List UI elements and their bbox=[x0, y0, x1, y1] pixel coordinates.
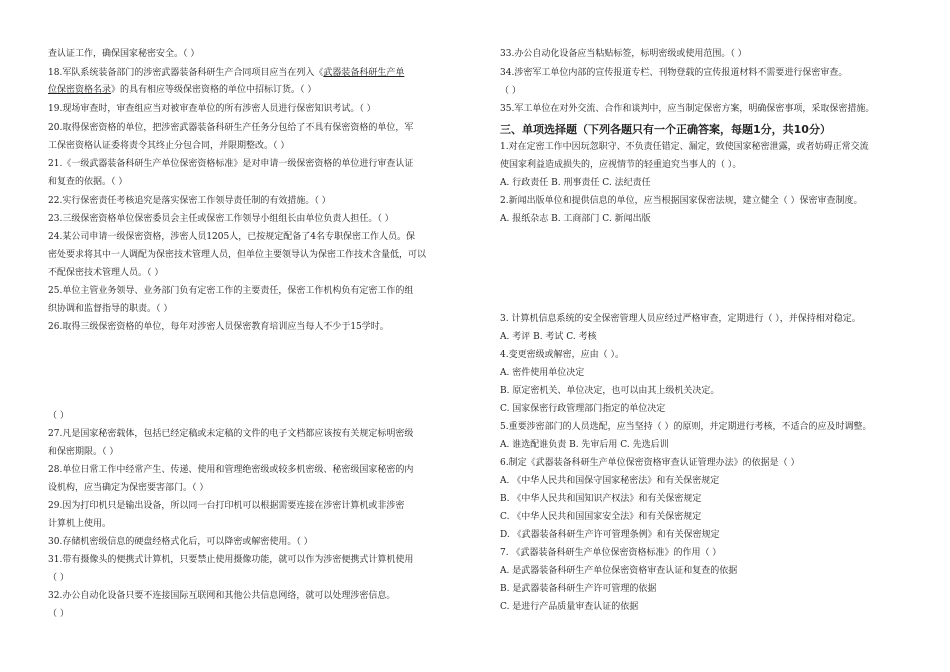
mc-question-2: 2.新闻出版单位和提供信息的单位，应当根据国家保密法规，建立健全（ ）保密审查制度。 bbox=[500, 196, 863, 206]
question-18-cont bbox=[48, 82, 478, 98]
mc-option: A. 《中华人民共和国保守国家秘密法》和有关保密规定 bbox=[500, 476, 720, 486]
underlined-title: 位保密资格名录 bbox=[48, 85, 112, 95]
mc-option: D. 《武器装备科研生产许可管理条例》和有关保密规定 bbox=[500, 530, 720, 540]
question-20-cont: 工保密资格认证委将责令其终止分包合同，并限期整改。（ ） bbox=[48, 141, 290, 151]
mc-option: A. 是武器装备科研生产单位保密资格审查认证和复查的依据 bbox=[500, 566, 738, 576]
question-22: 22.实行保密责任考核追究是落实保密工作领导责任制的有效措施。（ ） bbox=[48, 196, 331, 206]
mc-option: A. 密件使用单位决定 bbox=[500, 368, 585, 378]
question-21: 21.《一级武器装备科研生产单位保密资格标准》是对申请一级保密资格的单位进行审查认证 bbox=[48, 159, 414, 169]
question-32: 32.办公自动化设备只要不连接国际互联网和其他公共信息网络，就可以处理涉密信息。 bbox=[48, 591, 396, 601]
question-19: 19.现场审查时，审查组应当对被审查单位的所有涉密人员进行保密知识考试。（ ） bbox=[48, 104, 376, 114]
question-27-cont: 和保密期限。（ ） bbox=[48, 447, 119, 457]
mc-option: B. 《中华人民共和国知识产权法》和有关保密规定 bbox=[500, 494, 702, 504]
question-29-cont: 计算机上使用。 bbox=[48, 519, 112, 529]
mc-option: C. 是进行产品质量审查认证的依据 bbox=[500, 602, 639, 612]
answer-blank: （ ） bbox=[500, 86, 521, 96]
question-23: 23.三级保密资格单位保密委员会主任或保密工作领导小组组长由单位负责人担任。（ ） bbox=[48, 214, 394, 224]
mc-options-1: A. 行政责任 B. 刑事责任 C. 法纪责任 bbox=[500, 178, 651, 188]
mc-question-6: 6.制定《武器装备科研生产单位保密资格审查认证管理办法》的依据是（ ） bbox=[500, 458, 800, 468]
question-18-text: 》的具有相应等级保密资格的单位中招标订货。（ ） bbox=[111, 85, 317, 95]
mc-option: C. 国家保密行政管理部门指定的单位决定 bbox=[500, 404, 666, 414]
mc-question-7: 7. 《武器装备科研生产单位保密资格标准》的作用（ ） bbox=[500, 548, 722, 558]
mc-options-3: A. 考评 B. 考试 C. 考核 bbox=[500, 332, 597, 342]
question-30: 30.存储机密级信息的硬盘经格式化后，可以降密或解密使用。（ ） bbox=[48, 537, 313, 547]
mc-option: B. 原定密机关、单位决定，也可以由其上级机关决定。 bbox=[500, 386, 720, 396]
question-28-cont: 设机构，应当确定为保密要害部门。（ ） bbox=[48, 483, 209, 493]
question-33: 33.办公自动化设备应当粘贴标签，标明密级或使用范围。（ ） bbox=[500, 49, 747, 59]
question-26: 26.取得三级保密资格的单位，每年对涉密人员保密教育培训应当每人不少于15学时。 bbox=[48, 322, 389, 332]
question-34: 34.涉密军工单位内部的宣传报道专栏、刊物登载的宣传报道材料不需要进行保密审查。 bbox=[500, 68, 848, 78]
question-28: 28.单位日常工作中经常产生、传递、使用和管理绝密级或较多机密级、秘密级国家秘密的内 bbox=[48, 465, 414, 475]
mc-question-1-cont: 使国家利益造成损失的，应视情节的轻重追究当事人的（ ）。 bbox=[500, 160, 742, 170]
mc-question-4: 4.变更密级或解密，应由（ ）。 bbox=[500, 350, 624, 360]
question-31: 31.带有摄像头的便携式计算机，只要禁止使用摄像功能，就可以作为涉密便携式计算机使用 bbox=[48, 555, 414, 565]
mc-question-3: 3. 计算机信息系统的安全保密管理人员应经过严格审查，定期进行（ ），并保持相对稳定。 bbox=[500, 314, 861, 324]
question-29: 29.因为打印机只是输出设备，所以同一台打印机可以根据需要连接在涉密计算机或非涉密 bbox=[48, 501, 405, 511]
question-25-cont: 织协调和监督指导的职责。（ ） bbox=[48, 304, 173, 314]
mc-option: B. 是武器装备科研生产许可管理的依据 bbox=[500, 584, 657, 594]
mc-options-2: A. 报纸杂志 B. 工商部门 C. 新闻出版 bbox=[500, 214, 651, 224]
question-24: 24.某公司申请一级保密资格，涉密人员1205人，已按规定配备了4名专职保密工作人员。保 bbox=[48, 232, 415, 242]
question-18 bbox=[48, 65, 478, 81]
underlined-title: 武器装备科研生产单 bbox=[323, 68, 405, 78]
question-21-cont: 和复查的依据。（ ） bbox=[48, 177, 128, 187]
mc-option: C. 《中华人民共和国国家安全法》和有关保密规定 bbox=[500, 512, 702, 522]
mc-options-5: A. 谁选配谁负责 B. 先审后用 C. 先选后训 bbox=[500, 440, 669, 450]
question-25: 25.单位主管业务领导、业务部门负有定密工作的主要责任，保密工作机构负有定密工作的组 bbox=[48, 286, 414, 296]
mc-question-1: 1.对在定密工作中因玩忽职守、不负责任错定、漏定，致使国家秘密泄露，或者妨碍正常交流 bbox=[500, 142, 869, 152]
answer-blank: （ ） bbox=[48, 411, 69, 421]
mc-question-5: 5.重要涉密部门的人员选配，应当坚持（ ）的原则，并定期进行考核，不适合的应及时调整。 bbox=[500, 422, 872, 432]
section-heading: 三、单项选择题（下列各题只有一个正确答案，每题1分，共10分） bbox=[500, 123, 831, 136]
question-24-cont: 密处要求将其中一人调配为保密技术管理人员，但单位主要领导认为保密工作技术含量低，可以 bbox=[48, 250, 427, 260]
answer-blank: （ ） bbox=[48, 573, 69, 583]
question-20: 20.取得保密资格的单位，把涉密武器装备科研生产任务分包给了不具有保密资格的单位，军 bbox=[48, 123, 414, 133]
question-24-cont: 不配保密技术管理人员。（ ） bbox=[48, 268, 164, 278]
answer-blank: （ ） bbox=[48, 609, 69, 619]
text-line: 查认证工作，确保国家秘密安全。（ ） bbox=[48, 49, 200, 59]
question-27: 27.凡是国家秘密载体，包括已经定稿或未定稿的文件的电子文档都应该按有关规定标明密级 bbox=[48, 429, 414, 439]
question-35: 35.军工单位在对外交流、合作和谈判中，应当制定保密方案，明确保密事项，采取保密措施。 bbox=[500, 104, 875, 114]
question-18-text: 18.军队系统装备部门的涉密武器装备科研生产合同项目应当在列入《 bbox=[48, 68, 324, 78]
